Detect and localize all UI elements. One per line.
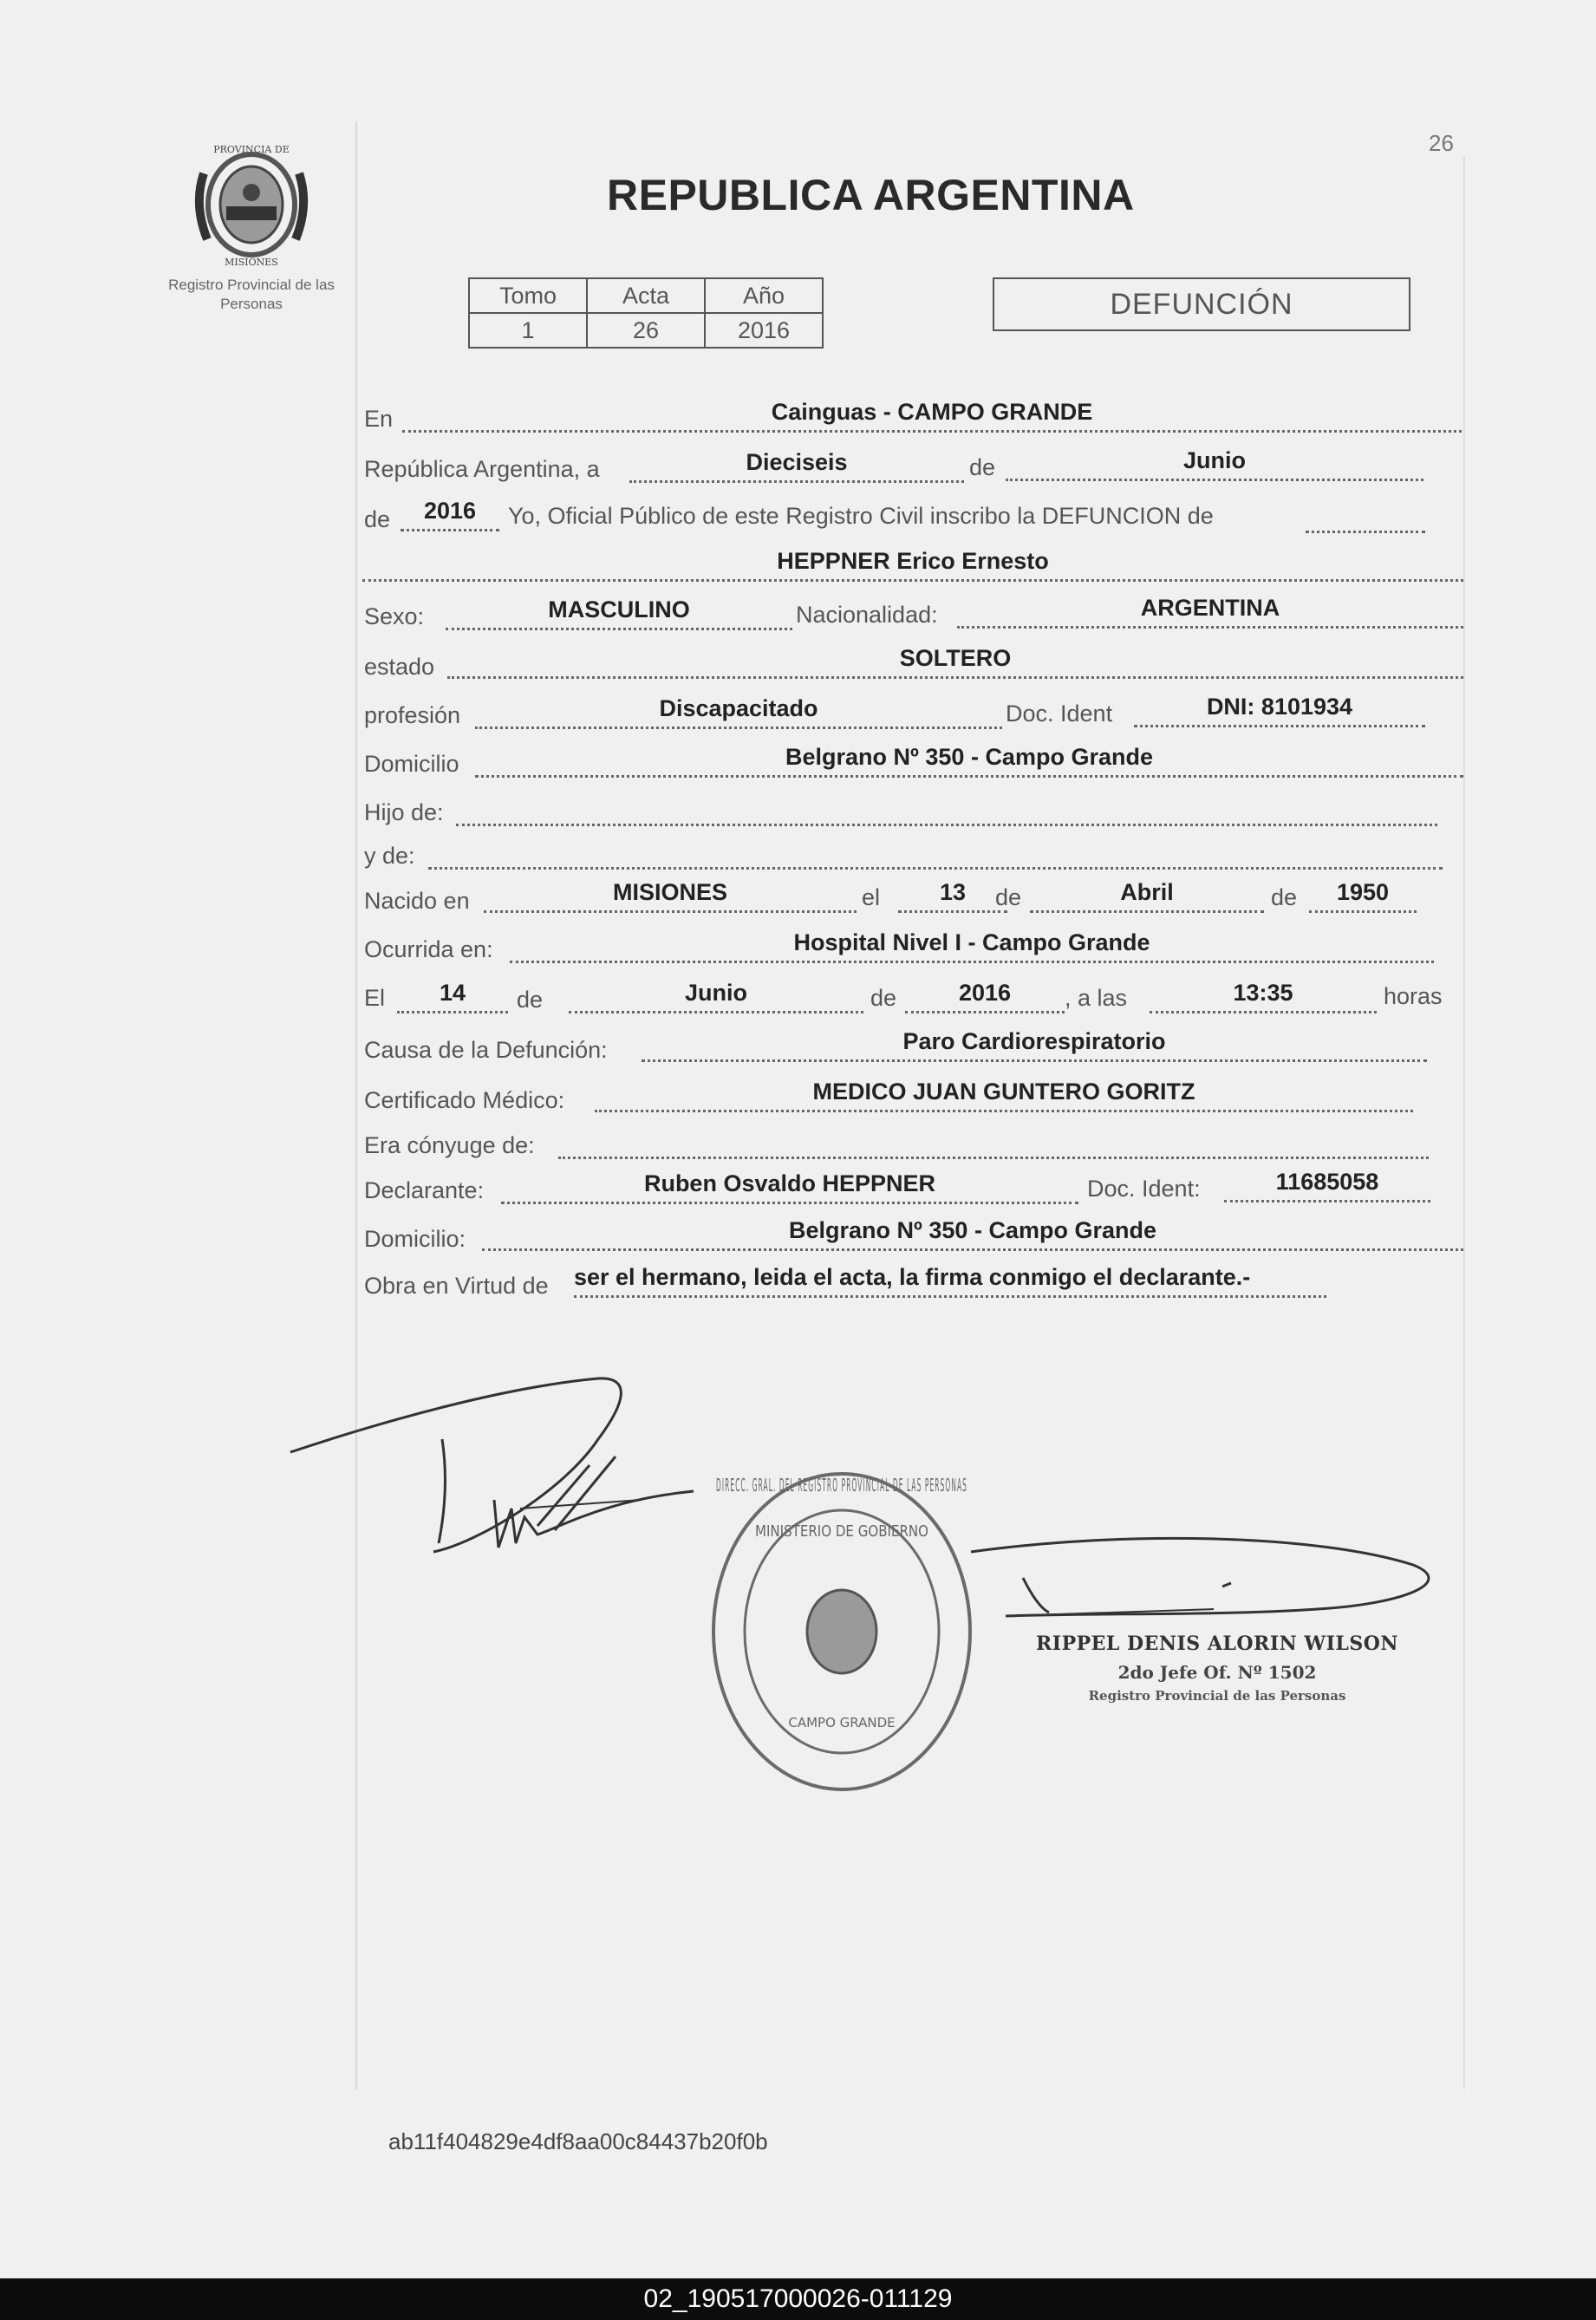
registry-table-values <box>469 313 823 348</box>
registry-value-tomo: 1 <box>469 313 587 348</box>
field-nacionalidad: ARGENTINA <box>957 595 1463 629</box>
seal-bottom-text: MISIONES <box>225 257 278 268</box>
label-domicilio-2: Domicilio: <box>364 1226 466 1252</box>
label-doc-ident-2: Doc. Ident: <box>1087 1176 1201 1202</box>
stamp-bottom-text: CAMPO GRANDE <box>788 1715 896 1730</box>
declarant-signature <box>277 1370 711 1578</box>
label-a-las: , a las <box>1065 985 1128 1011</box>
field-anio: 2016 <box>401 498 499 531</box>
field-obra: ser el hermano, leida el acta, la firma conmigo el declarante.- <box>574 1264 1326 1298</box>
field-nacido-lugar: MISIONES <box>484 879 857 913</box>
label-y-de: y de: <box>364 843 415 869</box>
field-lugar: Cainguas - CAMPO GRANDE <box>402 399 1462 433</box>
field-profesion: Discapacitado <box>475 695 1002 729</box>
label-nacido-en: Nacido en <box>364 888 470 914</box>
label-yo: Yo, Oficial Público de este Registro Civil inscribo la DEFUNCION de <box>508 503 1214 529</box>
registry-value-anio: 2016 <box>705 313 823 348</box>
field-causa: Paro Cardiorespiratorio <box>642 1028 1427 1062</box>
provincial-coat-of-arms-icon <box>186 139 316 270</box>
field-ocurrida-en: Hospital Nivel I - Campo Grande <box>510 929 1434 963</box>
label-horas: horas <box>1384 983 1443 1009</box>
label-domicilio: Domicilio <box>364 751 459 777</box>
label-en: En <box>364 406 394 432</box>
field-hijo-de <box>456 792 1437 826</box>
field-certificado: MEDICO JUAN GUNTERO GORITZ <box>595 1079 1413 1112</box>
page-number: 26 <box>1429 130 1454 156</box>
label-causa: Causa de la Defunción: <box>364 1037 608 1063</box>
field-declarante: Ruben Osvaldo HEPPNER <box>501 1170 1078 1204</box>
label-de-6: de <box>870 985 897 1011</box>
field-domicilio: Belgrano Nº 350 - Campo Grande <box>475 744 1463 778</box>
left-margin-rule <box>355 121 357 2089</box>
field-y-de <box>428 836 1443 870</box>
record-type-box: DEFUNCIÓN <box>993 277 1410 331</box>
field-declarante-doc: 11685058 <box>1224 1169 1430 1202</box>
label-obra: Obra en Virtud de <box>364 1273 549 1299</box>
label-el: el <box>862 884 881 910</box>
stamp-inner-text: MINISTERIO DE GOBIERNO <box>755 1522 928 1541</box>
field-hora: 13:35 <box>1150 980 1377 1013</box>
label-de-4: de <box>1271 884 1298 910</box>
scan-footer-id: 02_190517000026-011129 <box>0 2278 1596 2320</box>
field-sexo: MASCULINO <box>446 596 792 630</box>
document-title: REPUBLICA ARGENTINA <box>607 171 1135 219</box>
field-declarante-domicilio: Belgrano Nº 350 - Campo Grande <box>482 1217 1463 1251</box>
label-sexo: Sexo: <box>364 603 425 629</box>
field-estado: SOLTERO <box>447 645 1463 679</box>
field-nacido-mes: Abril <box>1030 879 1264 913</box>
document-hash: ab11f404829e4df8aa00c84437b20f0b <box>388 2128 768 2154</box>
field-fallec-mes: Junio <box>569 980 863 1013</box>
field-fallec-anio: 2016 <box>905 980 1065 1013</box>
label-certificado: Certificado Médico: <box>364 1087 565 1113</box>
registry-table <box>468 277 824 349</box>
registry-header-anio: Año <box>705 278 823 313</box>
official-block <box>1036 1632 1398 1704</box>
field-nacido-anio: 1950 <box>1309 879 1417 913</box>
label-ocurrida-en: Ocurrida en: <box>364 936 493 962</box>
registry-header-acta: Acta <box>587 278 705 313</box>
seal-top-text: PROVINCIA DE <box>213 144 290 155</box>
field-doc: DNI: 8101934 <box>1134 694 1425 727</box>
label-nacionalidad: Nacionalidad: <box>796 602 938 628</box>
registry-table-header <box>469 278 823 313</box>
right-margin-rule <box>1463 156 1465 2089</box>
registry-logo <box>156 139 347 314</box>
stamp-outer-text: DIRECC. GRAL. DEL REGISTRO PROVINCIAL DE LAS PERSONAS <box>716 1475 967 1496</box>
official-role: 2do Jefe Of. Nº 1502 <box>1117 1662 1317 1683</box>
label-hijo-de: Hijo de: <box>364 799 444 825</box>
label-doc-ident: Doc. Ident <box>1006 701 1113 727</box>
registry-value-acta: 26 <box>587 313 705 348</box>
field-mes: Junio <box>1006 447 1423 481</box>
label-declarante: Declarante: <box>364 1177 485 1203</box>
field-conyuge <box>558 1125 1429 1159</box>
label-profesion: profesión <box>364 702 461 728</box>
official-signature <box>954 1526 1439 1639</box>
official-org: Registro Provincial de las Personas <box>1088 1688 1346 1704</box>
official-name: RIPPEL DENIS ALORIN WILSON <box>1036 1632 1399 1655</box>
label-conyuge: Era cónyuge de: <box>364 1132 535 1158</box>
label-de-5: de <box>517 987 544 1013</box>
field-nacido-dia: 13 <box>898 879 1007 913</box>
label-el-fecha: El <box>364 985 386 1011</box>
label-de-2: de <box>364 506 391 532</box>
label-estado: estado <box>364 654 435 680</box>
registry-header-tomo: Tomo <box>469 278 587 313</box>
logo-caption: Registro Provincial de las Personas <box>168 277 335 312</box>
field-fallec-dia: 14 <box>397 980 508 1013</box>
field-dia: Dieciseis <box>629 449 964 483</box>
label-de-1: de <box>969 454 996 480</box>
field-defuncion-blank <box>1306 499 1425 533</box>
field-nombre: HEPPNER Erico Ernesto <box>362 548 1463 582</box>
label-republica: República Argentina, a <box>364 456 600 482</box>
label-de-3: de <box>995 884 1022 910</box>
official-stamp <box>707 1467 976 1796</box>
